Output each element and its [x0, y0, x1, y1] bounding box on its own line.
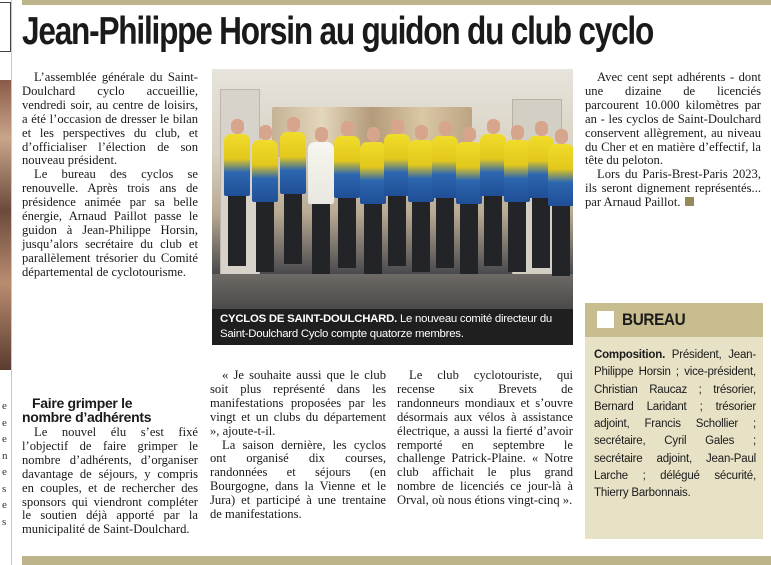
paragraph: La saison dernière, les cyclos ont organisé dix courses, randonnées et séjours (en Bourgogne, dans la Vienne et le Jura) et participé à une trentaine de manifestations.	[210, 437, 386, 522]
edge-letter: e	[2, 433, 7, 445]
photo-person	[456, 127, 482, 274]
article-column-1-lower	[22, 396, 198, 537]
photo-person	[432, 121, 458, 268]
photo-person	[504, 125, 530, 272]
top-rule	[22, 0, 771, 5]
paragraph: « Je souhaite aussi que le club soit plus représenté dans les manifestations proposées par les vingt et un clubs du département », ajoute-t-il.	[210, 368, 386, 438]
photo-caption	[212, 309, 573, 345]
caption-text: Le nouveau comité directeur du Saint-Doulchard Cyclo compte quatorze membres.	[220, 313, 553, 340]
square-icon	[597, 311, 614, 328]
edge-letter: e	[2, 499, 7, 511]
subheading-line-2: nombre d’adhérents	[22, 409, 152, 425]
composition-label: Composition.	[594, 349, 666, 361]
paragraph: Avec cent sept adhérents - dont une dizaine de licenciés parcourent 10.000 kilomètres par an - les cyclos de Saint-Doulchard conservent allègrement, au niveau du Cher et en matière d’effectif, la tête du peloton.	[585, 70, 761, 168]
photo-person	[548, 129, 573, 276]
composition-text: Président, Jean-Philippe Horsin ; vice-président, Christian Raucaz ; trésorier, Bernard Laridant ; trésorier adjoint, Francis Schollier ; secrétaire, Cyril Gales ; secrétaire adjoint, Jean-Paul Larche ; délégué sécurité, Thierry Barbonnais.	[594, 349, 756, 500]
paragraph: Le club cyclotouriste, qui recense six Brevets de randonneurs mondiaux et s’ouvre désormais aux vélos à assistance électrique, a aussi la fierté d’avoir remporté en septembre le challenge Patrick-Plaine. « Notre club affichait le plus grand nombre de licenciés ce jour-là à Orval, où nous étions vingt-cinq ».	[397, 368, 573, 508]
edge-letter: e	[2, 416, 7, 429]
article-column-2	[210, 369, 386, 522]
bureau-heading: BUREAU	[622, 310, 686, 329]
adjacent-box-edge	[0, 2, 11, 52]
bureau-sidebar	[585, 303, 763, 539]
bureau-title-bar	[585, 303, 763, 337]
article-column-1	[22, 71, 198, 280]
photo-person	[280, 117, 306, 264]
photo-floor	[212, 274, 573, 309]
paragraph: L’assemblée générale du Saint-Doulchard cyclo accueillie, vendredi soir, au centre de loisirs, a été l’occasion de dresser le bilan et les perspectives du club, et d’officialiser l’élection de son nouveau président.	[22, 70, 198, 168]
edge-letter: s	[2, 482, 7, 495]
photo-person	[334, 121, 360, 268]
photo-person	[308, 127, 334, 274]
article-subheading	[22, 396, 198, 424]
bureau-composition	[594, 347, 756, 503]
adjacent-article-edge	[0, 0, 12, 565]
photo-person	[360, 127, 386, 274]
adjacent-photo-edge	[0, 80, 11, 370]
group-photo	[212, 69, 573, 309]
paragraph: Le nouvel élu s’est fixé l’objectif de faire grimper le nombre d’adhérents, d’organiser davantage de séjours, y compris en couples, et de rechercher des sponsors qui viendront compléter le soutien déjà apporté par la municipalité de Saint-Doulchard.	[22, 425, 198, 537]
photo-person	[480, 119, 506, 266]
photo-person	[224, 119, 250, 266]
paragraph	[585, 168, 761, 210]
end-of-article-square-icon	[685, 197, 694, 206]
edge-letter: n	[2, 449, 8, 462]
article-column-3	[397, 369, 573, 508]
bottom-rule	[22, 556, 771, 565]
closing-text: Lors du Paris-Brest-Paris 2023, ils seront dignement représentés... par Arnaud Paillot.	[585, 167, 761, 210]
article-headline: Jean-Philippe Horsin au guidon du club cyclo	[22, 10, 654, 53]
photo-person	[384, 119, 410, 266]
photo-person	[252, 125, 278, 272]
adjacent-text-edge	[2, 398, 12, 530]
paragraph: Le bureau des cyclos se renouvelle. Après trois ans de présidence animée par sa belle énergie, Arnaud Paillot passe le guidon à Jean-Philippe Horsin, jusqu’alors secrétaire du club et parallèlement trésorier du Comité départemental de cyclotourisme.	[22, 167, 198, 279]
subheading-line-1: Faire grimper le	[32, 395, 133, 411]
edge-letter: e	[2, 400, 7, 412]
edge-letter: e	[2, 466, 7, 478]
caption-lead: CYCLOS DE SAINT-DOULCHARD.	[220, 313, 398, 325]
photo-person	[408, 125, 434, 272]
article-column-4	[585, 71, 761, 210]
edge-letter: s	[2, 515, 7, 528]
